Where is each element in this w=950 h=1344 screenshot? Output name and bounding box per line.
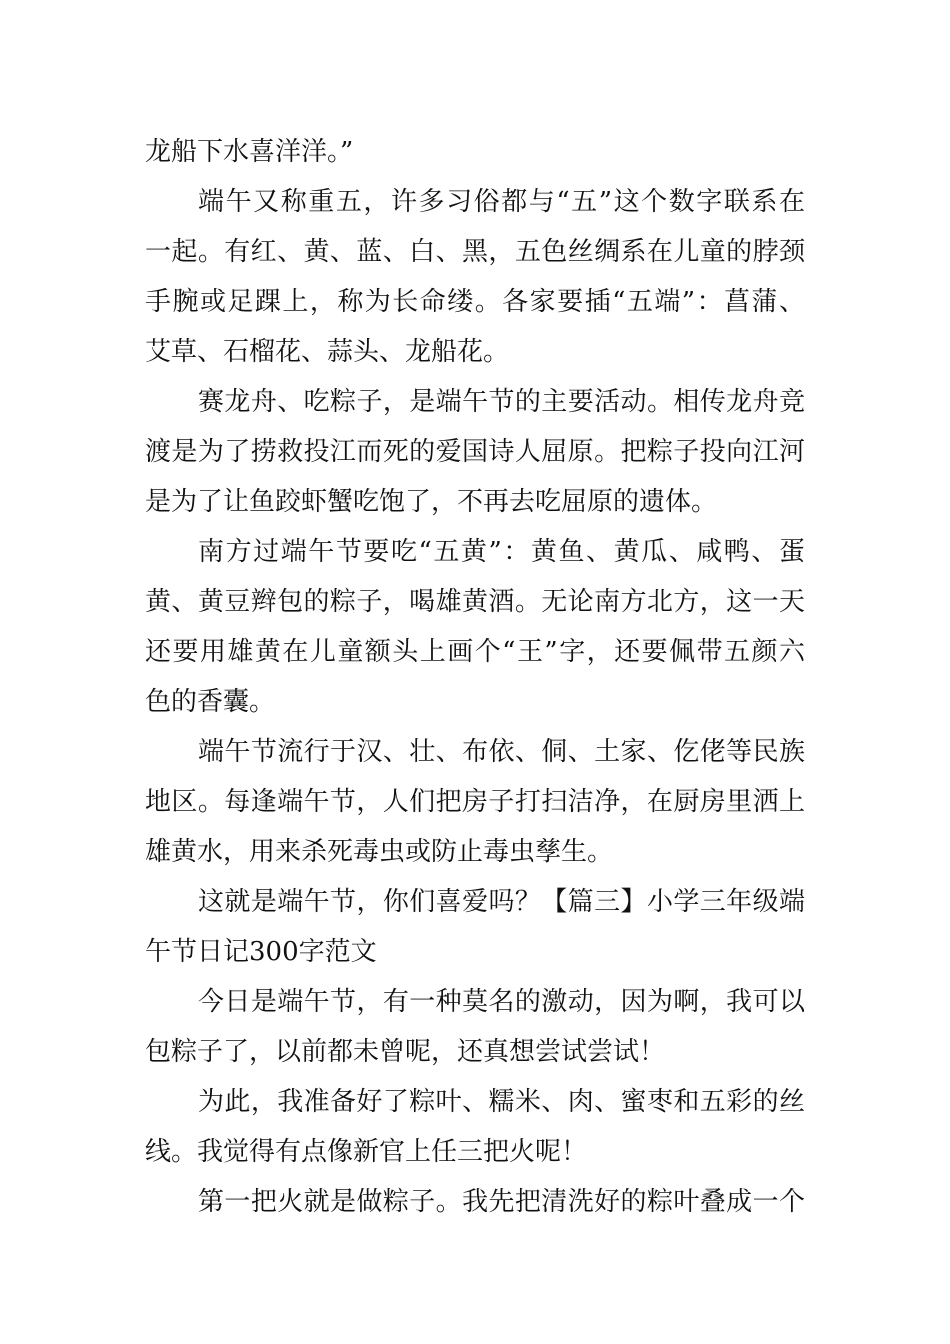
text-line: 雄黄水，用来杀死毒虫或防止毒虫孳生。 <box>145 837 614 867</box>
text-line: 还要用雄黄在儿童额头上画个“王”字，还要佩带五颜六 <box>145 637 805 667</box>
text-line: 为此，我准备好了粽叶、糯米、肉、蜜枣和五彩的丝 <box>198 1087 805 1117</box>
text-line: 南方过端午节要吃“五黄”：黄鱼、黄瓜、咸鸭、蛋 <box>198 537 805 567</box>
text-line: 包粽子了，以前都未曾呢，还真想尝试尝试！ <box>145 1037 666 1067</box>
text-line: 午节日记300字范文 <box>145 937 377 967</box>
text-line: 黄、黄豆辫包的粽子，喝雄黄酒。无论南方北方，这一天 <box>145 587 805 617</box>
text-line: 龙船下水喜洋洋。” <box>145 137 354 167</box>
text-line: 赛龙舟、吃粽子，是端午节的主要活动。相传龙舟竞 <box>198 387 805 417</box>
text-line: 第一把火就是做粽子。我先把清洗好的粽叶叠成一个 <box>198 1187 805 1217</box>
text-line: 手腕或足踝上，称为长命缕。各家要插“五端”：菖蒲、 <box>145 287 805 317</box>
text-line: 色的香囊。 <box>145 687 276 717</box>
text-line: 端午节流行于汉、壮、布依、侗、土家、仡佬等民族 <box>198 737 805 767</box>
text-line: 今日是端午节，有一种莫名的激动，因为啊，我可以 <box>198 987 805 1017</box>
text-line: 渡是为了捞救投江而死的爱国诗人屈原。把粽子投向江河 <box>145 437 805 467</box>
text-line: 是为了让鱼跤虾蟹吃饱了，不再去吃屈原的遗体。 <box>145 487 718 517</box>
text-line: 地区。每逢端午节，人们把房子打扫洁净，在厨房里洒上 <box>145 787 805 817</box>
text-line: 一起。有红、黄、蓝、白、黑，五色丝绸系在儿童的脖颈 <box>145 237 805 267</box>
text-line: 线。我觉得有点像新官上任三把火呢！ <box>145 1137 588 1167</box>
text-line: 艾草、石榴花、蒜头、龙船花。 <box>145 337 510 367</box>
document-body <box>145 127 805 1227</box>
text-line: 端午又称重五，许多习俗都与“五”这个数字联系在 <box>198 187 805 217</box>
text-line: 这就是端午节，你们喜爱吗？【篇三】小学三年级端 <box>198 887 805 917</box>
